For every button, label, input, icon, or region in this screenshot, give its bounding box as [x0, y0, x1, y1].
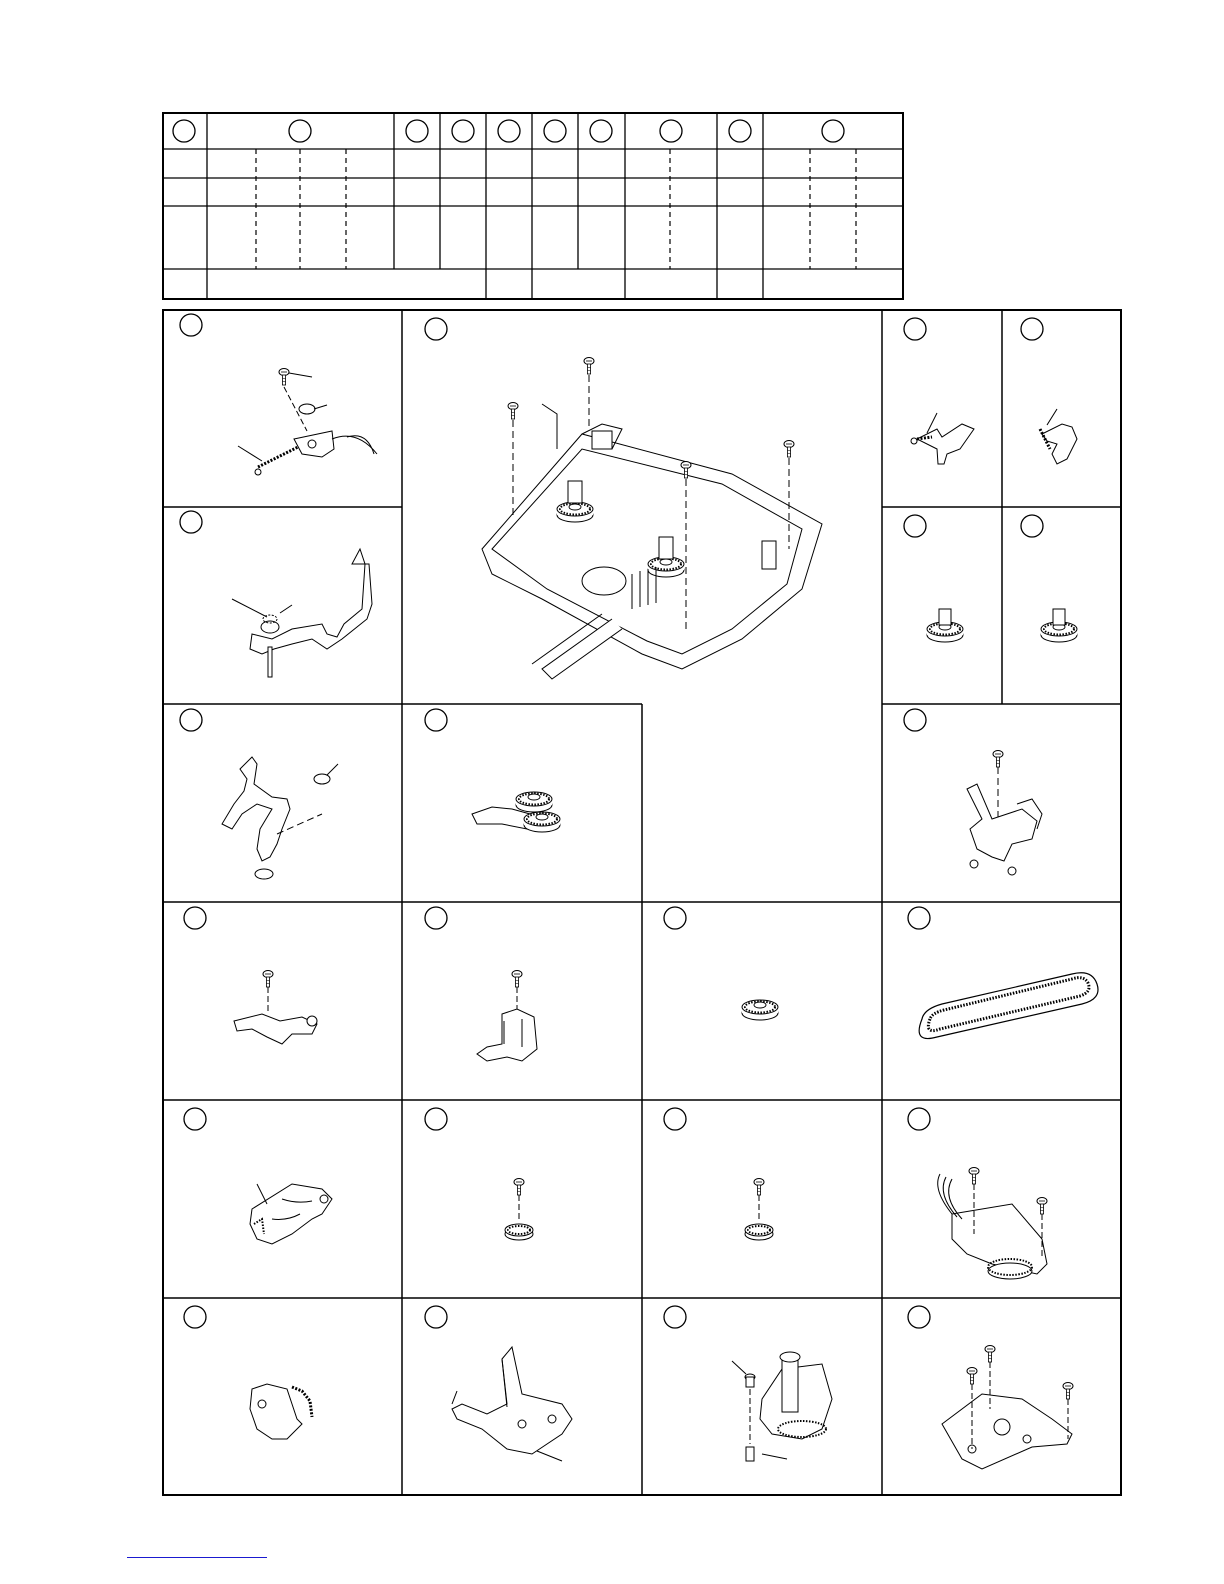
part-drawing-holder [967, 751, 1042, 876]
part-drawing-reel-gear-1 [927, 609, 963, 642]
part-drawing-reel-gear-2 [1041, 609, 1077, 642]
footer-link-underline[interactable] [127, 1557, 267, 1558]
part-drawing-slide-arm [222, 757, 338, 879]
part-drawing-base-bracket [452, 1347, 572, 1461]
part-drawing-capstan [732, 1352, 832, 1461]
part-drawing-lever-spring [238, 369, 377, 476]
part-drawing-main-chassis [482, 358, 822, 680]
part-drawing-cam-plate [250, 1184, 332, 1244]
part-drawing-small-lever [911, 413, 974, 464]
part-drawing-gear-screw-1 [505, 1179, 533, 1241]
part-drawing-plate-screws [942, 1346, 1073, 1470]
part-drawing-gear-assembly [472, 792, 560, 832]
part-drawing-drive-belt [919, 973, 1098, 1039]
part-drawing-bracket-lever [1040, 409, 1077, 464]
part-drawing-small-bracket [234, 971, 317, 1045]
part-drawing-sector-gear [250, 1384, 312, 1439]
part-drawing-guide-block [477, 971, 537, 1062]
parts-panel-grid [162, 309, 1124, 1499]
header-table [162, 112, 906, 302]
part-drawing-motor-board [938, 1168, 1047, 1280]
part-drawing-idler-gear [742, 1000, 778, 1020]
part-drawing-angled-lever [232, 549, 372, 677]
part-drawing-gear-screw-2 [745, 1179, 773, 1241]
